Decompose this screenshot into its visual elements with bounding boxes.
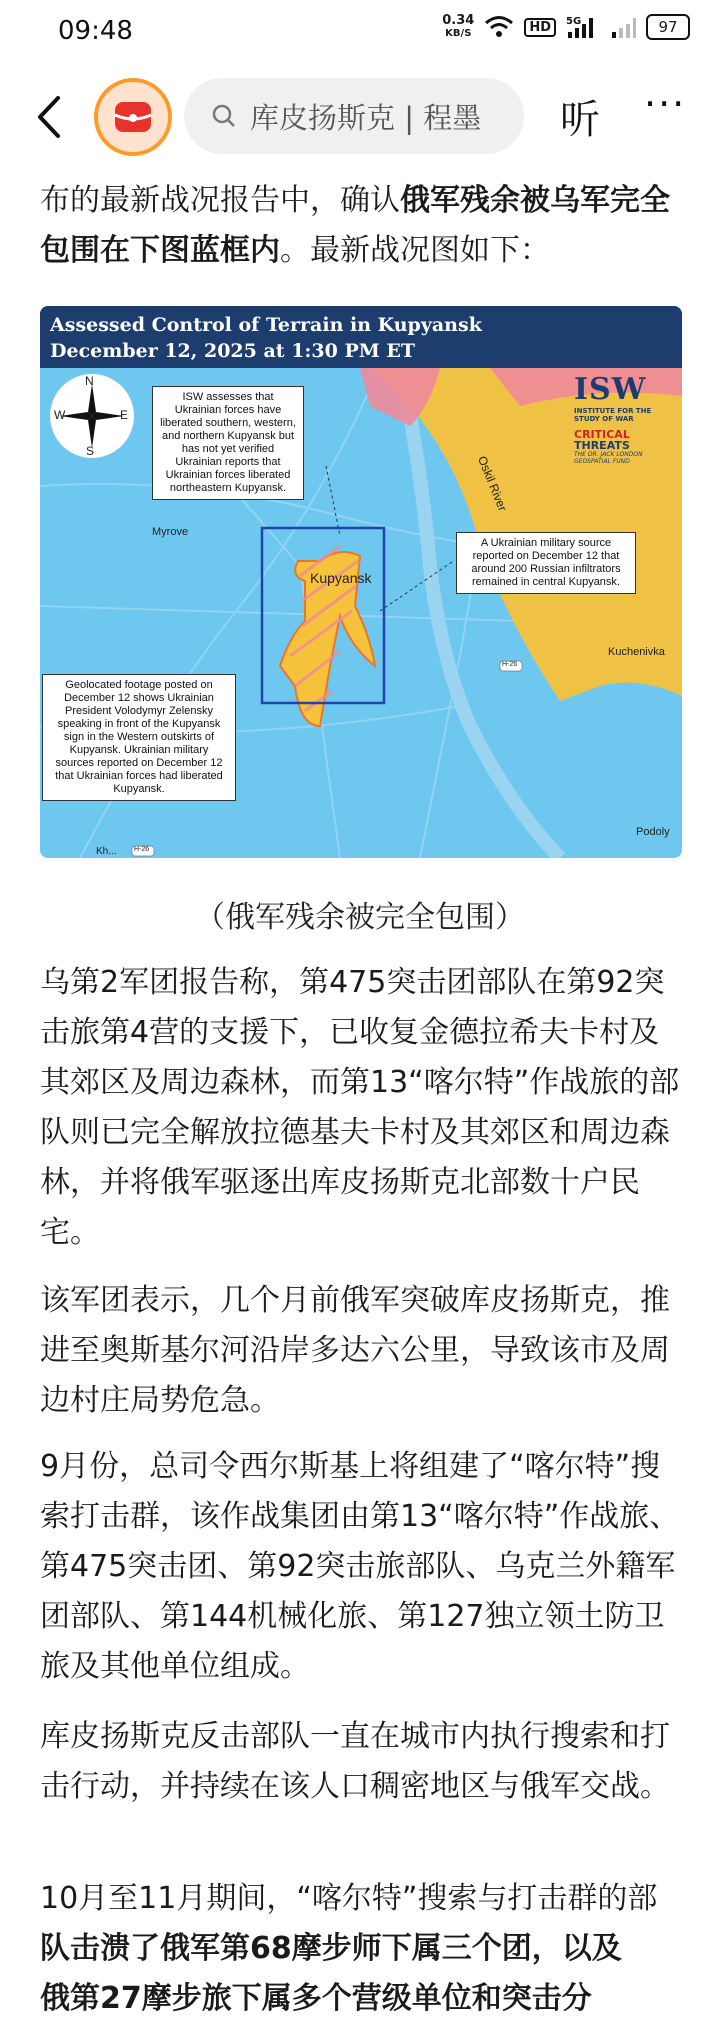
map-label-kupyansk: Kupyansk [310,570,372,586]
fund-label: THE DR. JACK LONDON GEOSPATIAL FUND [574,451,643,465]
signal-icon [610,14,636,40]
status-bar [0,0,720,62]
intro-bold-1: 俄军残余被乌军完 [400,183,640,218]
map-title [40,306,682,368]
battery-indicator: 97 [646,14,690,40]
map-caption: （俄军残余被完全包围） [195,900,525,935]
annotation-source: A Ukrainian military source reported on December 12 that around 200 Russian infiltrators remained in central Kupyansk. [456,532,636,594]
map-title-line2: December 12, 2025 at 1:30 PM ET [50,340,416,362]
map-label-river: Oskil River [475,454,510,514]
search-bar[interactable] [184,78,524,154]
p5-line1: 10月至11月期间，“喀尔特”搜索与打击群的部 [40,1881,658,1916]
listen-button[interactable]: 听 [560,97,600,143]
compass-south: S [86,444,95,458]
intro-text-2: 。最新战况图如下： [280,233,550,268]
map-title-line1: Assessed Control of Terrain in Kupyansk [50,314,482,336]
network-type: 5G [566,16,582,27]
status-time: 09:48 [58,16,133,46]
annotation-isw: ISW assesses that Ukrainian forces have liberated southern, western, and northern Kupyansk but has not yet verified Ukrainian reports that Ukrainian forces liberated northeastern Kupyansk. [152,386,304,500]
isw-subtitle: INSTITUTE FOR THE STUDY OF WAR [574,407,652,423]
network-speed [442,14,474,40]
article-paragraph-2: 该军团表示，几个月前俄军突破库皮扬斯克，推进至奥斯基尔河沿岸多达六公里，导致该市及周边村庄局势危急。 [40,1283,670,1418]
map-label-podoly: Podoly [636,826,670,838]
hd-badge: HD [524,18,556,37]
avatar[interactable] [94,78,172,156]
map-label-h26: H-26 [502,661,518,668]
article-paragraph-1: 乌第2军团报告称，第475突击团部队在第92突击旅第4营的支援下，已收复金德拉希夫卡村及其郊区及周边森林，而第13“喀尔特”作战旅的部队则已完全解放拉德基夫卡村及其郊区和周边森林，并将俄军驱逐出库皮扬斯克北部数十户民宅。 [40,965,680,1250]
p5-line2: 队击溃了俄军第68摩步师下属三个团，以及 [40,1931,622,1966]
annotation-geolocated: Geolocated footage posted on December 12 shows Ukrainian President Volodymyr Zelensky speaking in front of the Kupyansk sign in the Western outskirts of Kupyansk. Ukrainian military sources reported on December 12 that Ukrainian forces had liberated Kupyansk. [42,674,236,801]
search-input[interactable]: 库皮扬斯克 | 程墨 [250,100,482,135]
map-label-kuchenivka: Kuchenivka [608,646,665,658]
compass-north: N [85,374,94,388]
back-arrow-icon[interactable] [30,92,70,142]
article-map-image[interactable] [40,306,682,858]
map-label-partial: Kh... [96,846,117,857]
status-icons [442,14,690,40]
ct-logo-b: THREATS [574,439,630,452]
wifi-icon [484,15,514,39]
map-label-h26-west: H-26 [134,846,150,853]
search-icon [212,104,236,128]
speed-value: 0.34 [442,13,475,28]
brand-logo-icon [98,82,168,152]
article-paragraph-3: 9月份，总司令西尔斯基上将组建了“喀尔特”搜索打击群，该作战集团由第13“喀尔特”作战旅、第475突击团、第92突击旅部队、乌克兰外籍军团部队、第144机械化旅、第127独立领土防卫旅及其他单位组成。 [40,1449,680,1684]
isw-logo-block [574,372,678,492]
intro-bold-2: 全包围在下图蓝框内 [40,183,670,268]
ct-logo-a: CRITICAL [574,428,630,441]
compass-west: W [54,408,66,422]
article-paragraph-4: 库皮扬斯克反击部队一直在城市内执行搜索和打击行动，并持续在该人口稠密地区与俄军交战。 [40,1719,670,1804]
more-menu-button[interactable]: ··· [644,82,687,126]
p5-line3: 俄第27摩步旅下属多个营级单位和突击分 [40,1981,592,2016]
article-paragraph-5 [40,1874,688,2024]
map-label-myrove: Myrove [152,526,189,538]
compass-east: E [120,408,129,422]
article-intro [40,176,688,276]
intro-text-1: 布的最新战况报告中，确认 [40,183,400,218]
isw-logo: ISW [574,372,647,407]
speed-unit: KB/S [445,28,472,39]
top-nav [0,70,720,166]
signal-5g-icon [566,14,600,40]
